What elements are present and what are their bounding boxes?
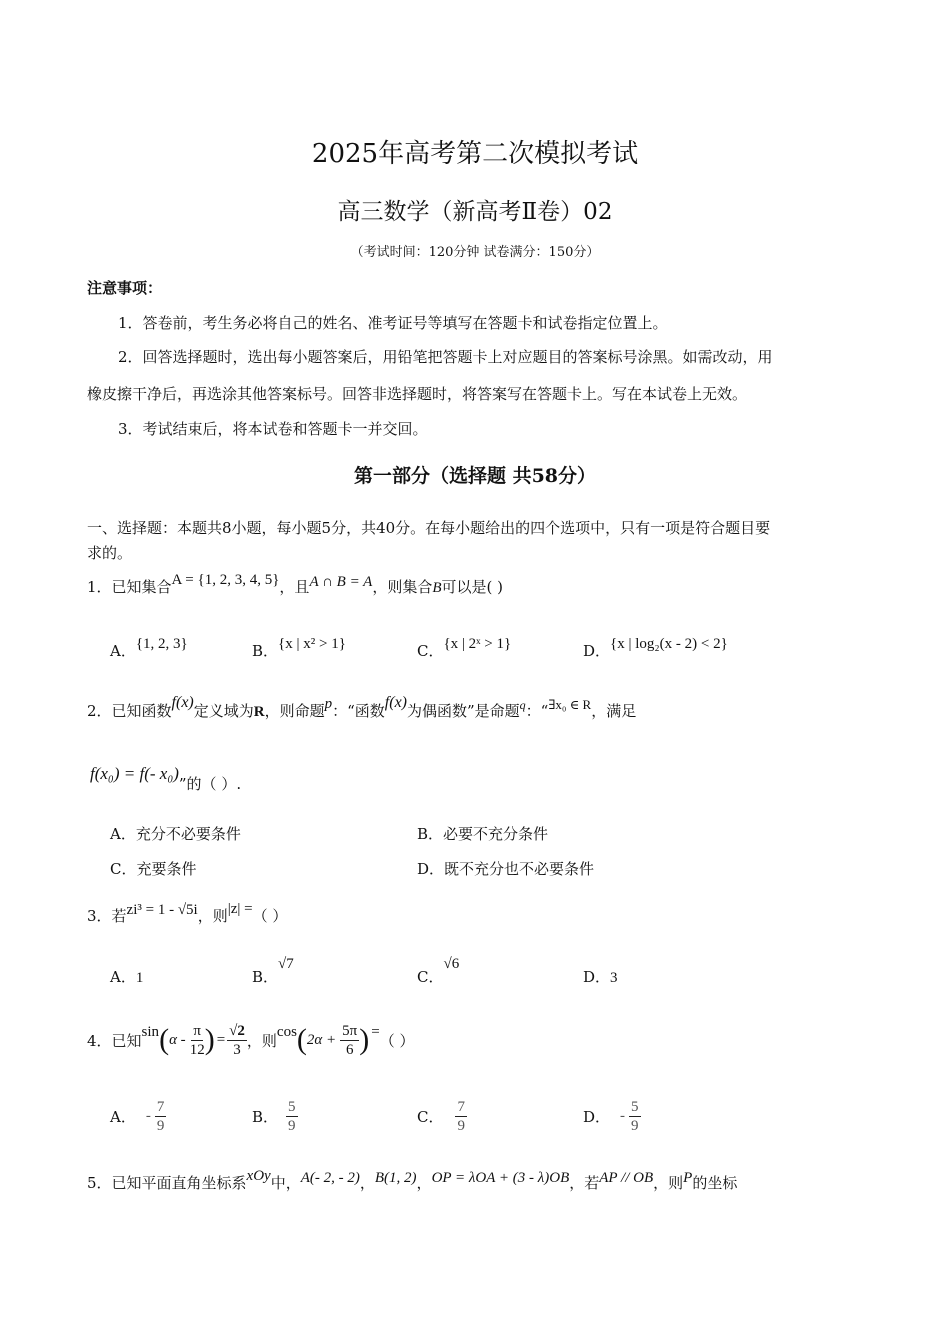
q1-end: 可以是( ) bbox=[441, 578, 504, 596]
q3-option-c-value: √6 bbox=[443, 956, 460, 972]
q1-option-d-value: {x | log₂(x - 2) < 2} bbox=[610, 636, 728, 652]
q3-expression: zi³ = 1 - √5i bbox=[126, 902, 198, 918]
section-intro-line-2: 求的。 bbox=[87, 544, 133, 562]
q2-t4: 为偶函数”是命题 bbox=[407, 702, 520, 720]
q5-system: xOy bbox=[246, 1168, 271, 1184]
q4-option-c[interactable] bbox=[417, 1098, 467, 1135]
question-4-stem bbox=[87, 1015, 414, 1065]
q3-option-d-value: 3 bbox=[610, 970, 618, 986]
q4-cos: cos bbox=[276, 1023, 297, 1040]
q5-c2: ， bbox=[416, 1174, 432, 1192]
q4-option-a-sign: - bbox=[145, 1108, 151, 1124]
question-5-stem bbox=[87, 1168, 738, 1193]
q4-option-c-den: 9 bbox=[457, 1118, 465, 1134]
q1-condition: A ∩ B = A bbox=[309, 574, 373, 590]
q3-option-d-label: D． bbox=[583, 968, 611, 986]
notice-item-3: 3．考试结束后，将本试卷和答题卡一并交回。 bbox=[118, 420, 428, 438]
q5-parallel: AP // OB bbox=[599, 1170, 654, 1186]
q5-number: 5．已知平面直角坐标系 bbox=[87, 1174, 247, 1192]
q2-fx-2: f(x) bbox=[384, 694, 407, 711]
q4-option-d-frac bbox=[629, 1098, 641, 1135]
q5-t2: ，若 bbox=[569, 1174, 600, 1192]
q2-t5: ：“ bbox=[525, 702, 549, 720]
q1-set-a: A = {1, 2, 3, 4, 5} bbox=[171, 572, 280, 588]
q3-option-b[interactable] bbox=[252, 956, 294, 987]
exam-title: 2025年高考第二次模拟考试 bbox=[311, 139, 639, 169]
q4-twelve: 12 bbox=[189, 1041, 205, 1058]
q4-sqrt2: √2 bbox=[229, 1022, 245, 1039]
question-2-stem-line-2 bbox=[90, 763, 242, 793]
q4-option-d-num: 5 bbox=[631, 1099, 639, 1115]
q4-option-b[interactable] bbox=[252, 1098, 298, 1135]
notice-item-2-line-1: 2．回答选择题时，选出每小题答案后，用铅笔把答题卡上对应题目的答案标号涂黑。如需改动，用 bbox=[118, 348, 773, 366]
q2-equation: f(x₀) = f(- x₀) bbox=[90, 764, 179, 783]
q1-option-c[interactable] bbox=[417, 636, 512, 661]
q2-p: p bbox=[324, 696, 333, 712]
q2-t1: 定义域为 bbox=[193, 702, 254, 720]
q4-option-d[interactable] bbox=[583, 1098, 641, 1135]
q3-option-b-value: √7 bbox=[278, 956, 294, 972]
q3-option-a-label: A． bbox=[110, 968, 136, 986]
q3-t1: ，则 bbox=[197, 907, 228, 925]
q3-option-b-label: B． bbox=[252, 968, 279, 986]
q1-option-a-label: A． bbox=[110, 642, 136, 660]
q1-option-c-label: C． bbox=[417, 642, 444, 660]
q2-fx: f(x) bbox=[171, 694, 194, 711]
q4-option-c-frac bbox=[455, 1098, 467, 1135]
question-3-stem bbox=[87, 901, 288, 926]
q4-option-a-num: 7 bbox=[156, 1099, 165, 1115]
q1-var-b: B bbox=[432, 580, 442, 596]
q4-option-c-num: 7 bbox=[457, 1099, 465, 1115]
q4-frac-5pi-6 bbox=[340, 1022, 359, 1059]
q2-t7: ”的（ ）. bbox=[178, 775, 242, 793]
q4-pi: π bbox=[193, 1022, 201, 1039]
q4-option-d-sign: - bbox=[620, 1108, 626, 1124]
q5-point-p: P bbox=[683, 1170, 693, 1186]
q4-frac-sqrt2-3 bbox=[227, 1022, 247, 1059]
q2-t2: ，则命题 bbox=[264, 702, 325, 720]
q3-option-a-value: 1 bbox=[135, 970, 144, 986]
q2-option-c[interactable]: C．充要条件 bbox=[110, 860, 197, 878]
exam-info: （考试时间：120分钟 试卷满分：150分） bbox=[350, 245, 600, 260]
q4-option-a-frac bbox=[155, 1098, 167, 1135]
q4-paren-open-2: ( bbox=[296, 1023, 307, 1056]
section-heading: 第一部分（选择题 共58分） bbox=[353, 465, 597, 487]
q4-paren-close: ) bbox=[204, 1023, 215, 1056]
q5-point-a: A(- 2, - 2) bbox=[300, 1170, 360, 1186]
q4-option-a-label: A． bbox=[110, 1108, 136, 1126]
q5-t1: 中， bbox=[270, 1174, 301, 1192]
q5-point-b: B(1, 2) bbox=[374, 1170, 417, 1186]
q2-option-a[interactable]: A．充分不必要条件 bbox=[110, 825, 241, 843]
q2-option-d[interactable]: D．既不充分也不必要条件 bbox=[417, 860, 595, 878]
q1-option-a-value: {1, 2, 3} bbox=[135, 636, 188, 652]
question-1-stem bbox=[87, 572, 504, 597]
q1-mid: ，且 bbox=[279, 578, 310, 596]
q4-sin: sin bbox=[141, 1023, 160, 1040]
q3-option-c[interactable] bbox=[417, 956, 460, 987]
notice-item-1: 1．答卷前，考生务必将自己的姓名、准考证号等填写在答题卡和试卷指定位置上。 bbox=[118, 314, 668, 332]
q4-equals: = bbox=[216, 1031, 226, 1048]
q4-option-d-label: D． bbox=[583, 1108, 611, 1126]
q4-option-b-num: 5 bbox=[288, 1099, 296, 1115]
q3-option-d[interactable] bbox=[583, 966, 618, 987]
q3-option-c-label: C． bbox=[417, 968, 444, 986]
q5-c1: ， bbox=[359, 1174, 375, 1192]
q4-end: （ ） bbox=[379, 1031, 415, 1050]
q5-vector-eq: OP = λOA + (3 - λ)OB bbox=[431, 1170, 570, 1186]
q2-t3: ：“函数 bbox=[332, 702, 385, 720]
q4-option-a[interactable] bbox=[110, 1098, 166, 1135]
q4-two-alpha-plus: 2α + bbox=[306, 1031, 337, 1048]
notice-heading: 注意事项： bbox=[87, 279, 163, 297]
q3-number: 3．若 bbox=[87, 907, 127, 925]
q4-equals-2: = bbox=[371, 1023, 380, 1040]
q5-t4: 的坐标 bbox=[692, 1174, 738, 1192]
q3-option-a[interactable] bbox=[110, 966, 143, 987]
q2-q: q bbox=[519, 698, 526, 712]
q2-option-b[interactable]: B．必要不充分条件 bbox=[417, 825, 549, 843]
q4-alpha-minus: α - bbox=[169, 1031, 186, 1048]
q1-option-b-label: B． bbox=[252, 642, 279, 660]
q4-six: 6 bbox=[345, 1041, 354, 1058]
q4-three: 3 bbox=[233, 1041, 241, 1058]
q1-option-b-value: {x | x² > 1} bbox=[278, 636, 346, 652]
q1-option-d[interactable] bbox=[583, 636, 728, 661]
q5-t3: ，则 bbox=[653, 1174, 684, 1192]
q4-five-pi: 5π bbox=[342, 1022, 358, 1039]
section-intro-line-1: 一、选择题：本题共8小题，每小题5分，共40分。在每小题给出的四个选项中，只有一项是符合题目要 bbox=[87, 519, 771, 537]
q4-option-b-den: 9 bbox=[288, 1118, 296, 1134]
q4-option-b-frac bbox=[286, 1098, 298, 1135]
q1-number: 1．已知集合 bbox=[87, 578, 172, 596]
q2-number: 2．已知函数 bbox=[87, 702, 172, 720]
q4-number: 4．已知 bbox=[87, 1031, 142, 1050]
q4-option-c-label: C． bbox=[417, 1108, 444, 1126]
q1-tail: ，则集合 bbox=[372, 578, 433, 596]
q1-option-b[interactable] bbox=[252, 636, 346, 661]
q2-t6: ，满足 bbox=[591, 702, 637, 720]
q4-option-d-den: 9 bbox=[631, 1118, 639, 1134]
q1-option-c-value: {x | 2ˣ > 1} bbox=[443, 636, 512, 652]
q4-t1: ，则 bbox=[246, 1031, 277, 1050]
q4-paren-close-2: ) bbox=[359, 1023, 370, 1056]
question-2-stem bbox=[87, 694, 637, 721]
exam-subtitle: 高三数学（新高考Ⅱ卷）02 bbox=[337, 199, 613, 225]
q4-frac-pi-12 bbox=[190, 1022, 205, 1059]
q1-option-d-label: D． bbox=[583, 642, 611, 660]
q4-paren-open: ( bbox=[159, 1023, 170, 1056]
q4-option-b-label: B． bbox=[252, 1108, 279, 1126]
q1-option-a[interactable] bbox=[110, 636, 188, 661]
q2-r: R bbox=[253, 704, 265, 720]
q2-exists: ∃x₀ ∈ R bbox=[548, 697, 592, 712]
q4-option-a-den: 9 bbox=[156, 1118, 165, 1134]
notice-item-2-line-2: 橡皮擦干净后，再选涂其他答案标号。回答非选择题时，将答案写在答题卡上。写在本试卷上无效。 bbox=[87, 385, 748, 403]
q3-end: （ ） bbox=[252, 907, 288, 925]
q3-abs-z: |z| = bbox=[227, 901, 253, 917]
